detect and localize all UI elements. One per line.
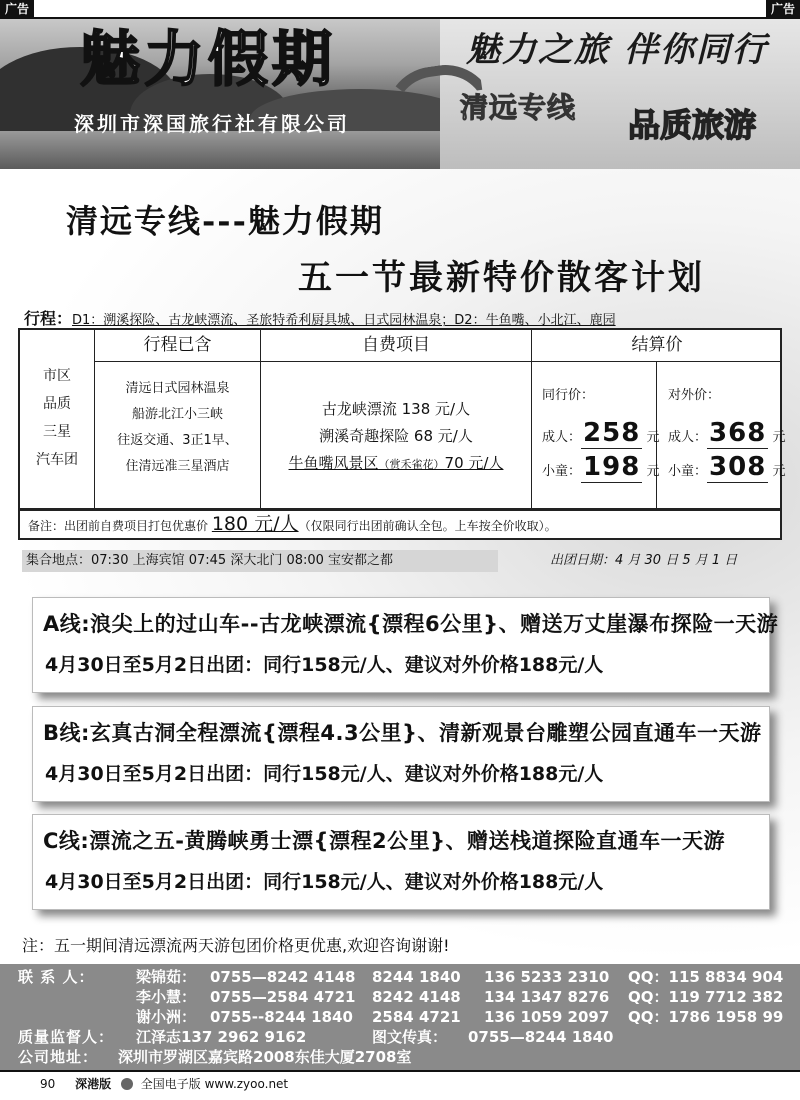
header-included: 行程已含 <box>95 330 260 362</box>
included-item: 住清远准三星酒店 <box>125 459 230 474</box>
footnote: 注：五一期间清远漂流两天游包团价格更优惠,欢迎咨询谢谢! <box>22 936 450 955</box>
category-item: 品质 <box>43 396 71 412</box>
optional-item: 古龙峡漂流 138 元/人 <box>321 400 471 418</box>
ad-tag-left: 广告 <box>0 0 34 18</box>
headline-line2: 五一节最新特价散客计划 <box>298 258 705 298</box>
globe-icon <box>121 1078 133 1090</box>
route-price: 4月30日至5月2日出团：同行158元/人、建议对外价格188元/人 <box>45 654 604 676</box>
public-child: 小童：308 元 <box>668 452 786 482</box>
banner-line-label: 清远专线 <box>460 91 577 124</box>
route-title: A线:浪尖上的过山车--古龙峡漂流{漂程6公里}、赠送万丈崖瀑布探险一天游 <box>43 612 779 636</box>
public-adult: 成人：368 元 <box>668 418 786 448</box>
category-column <box>20 330 94 508</box>
public-price-label: 对外价： <box>668 388 721 403</box>
contact-band: 联 系 人： 梁锦茹： 0755—8242 4148 8244 1840 136 5233 2310 QQ：115 8834 904 李小慧： 0755—2584 4721 8242 4148 134 1347 8276 QQ：119 7712 382 谢小洲： 0755--8244 1840 2584 4721 136 1059 2097 QQ：1786 1958 99 质量监督人： 江泽志137 2962 9162 图文传真： 0755—8244 1840 公司地址： 深圳市罗湖区嘉宾路2008东佳大厦2708室 <box>0 964 800 1070</box>
page-number: 90 <box>40 1077 56 1091</box>
peer-price-label: 同行价： <box>542 388 595 403</box>
page-footer <box>0 1070 800 1100</box>
optional-column <box>261 330 532 508</box>
public-price <box>658 362 786 510</box>
ad-tag-right: 广告 <box>766 0 800 18</box>
included-item: 清远日式园林温泉 <box>125 381 230 396</box>
included-item: 船游北江小三峡 <box>131 407 223 422</box>
optional-item: 牛鱼嘴风景区（赏禾雀花）70 元/人 <box>288 454 504 472</box>
route-card-b <box>32 706 770 802</box>
category-item: 三星 <box>43 424 71 440</box>
banner-quality-label: 品质旅游 <box>628 106 757 144</box>
peer-price <box>532 362 660 510</box>
header-optional: 自费项目 <box>261 330 531 362</box>
route-title: B线:玄真古洞全程漂流{漂程4.3公里}、清新观景台雕塑公园直通车一天游 <box>43 721 762 745</box>
itinerary-label: 行程： <box>24 309 73 328</box>
itinerary-text: D1：溯溪探险、古龙峡漂流、圣旅特希利厨具城、日式园林温泉；D2：牛鱼嘴、小北江、鹿园 <box>72 313 616 328</box>
itinerary <box>24 306 616 329</box>
header-price: 结算价 <box>532 330 782 362</box>
route-card-a <box>32 597 779 693</box>
headline-line1: 清远专线---魅力假期 <box>66 202 384 240</box>
route-price: 4月30日至5月2日出团：同行158元/人、建议对外价格188元/人 <box>45 871 604 893</box>
peer-adult: 成人：258 元 <box>542 418 660 448</box>
company-name: 深圳市深国旅行社有限公司 <box>74 112 350 136</box>
route-title: C线:漂流之五-黄腾峡勇士漂{漂程2公里}、赠送栈道探险直通车一天游 <box>43 829 726 853</box>
plan-table <box>18 328 786 510</box>
price-column <box>532 330 786 508</box>
category-item: 市区 <box>43 368 71 384</box>
edition-label: 深港版 <box>75 1077 112 1091</box>
package-note: 备注：出团前自费项目打包优惠价 180 元/人（仅限同行出团前确认全包。上车按全价收取）。 <box>18 510 782 540</box>
route-card-c <box>32 814 770 910</box>
route-price: 4月30日至5月2日出团：同行158元/人、建议对外价格188元/人 <box>45 763 604 785</box>
site-link[interactable]: 全国电子版 www.zyoo.net <box>140 1077 289 1091</box>
optional-item: 溯溪奇趣探险 68 元/人 <box>319 427 473 445</box>
brand-title: 魅力假期 <box>80 25 336 95</box>
slogan: 魅力之旅 伴你同行 <box>466 30 768 70</box>
included-column <box>94 330 261 508</box>
peer-child: 小童：198 元 <box>542 452 660 482</box>
departure-dates: 出团日期：4 月 30 日 5 月 1 日 <box>550 553 738 568</box>
category-item: 汽车团 <box>36 452 78 468</box>
included-item: 往返交通、3正1早、 <box>117 433 238 448</box>
meeting-point: 集合地点：07:30 上海宾馆 07:45 深大北门 08:00 宝安都之都 <box>22 550 498 572</box>
